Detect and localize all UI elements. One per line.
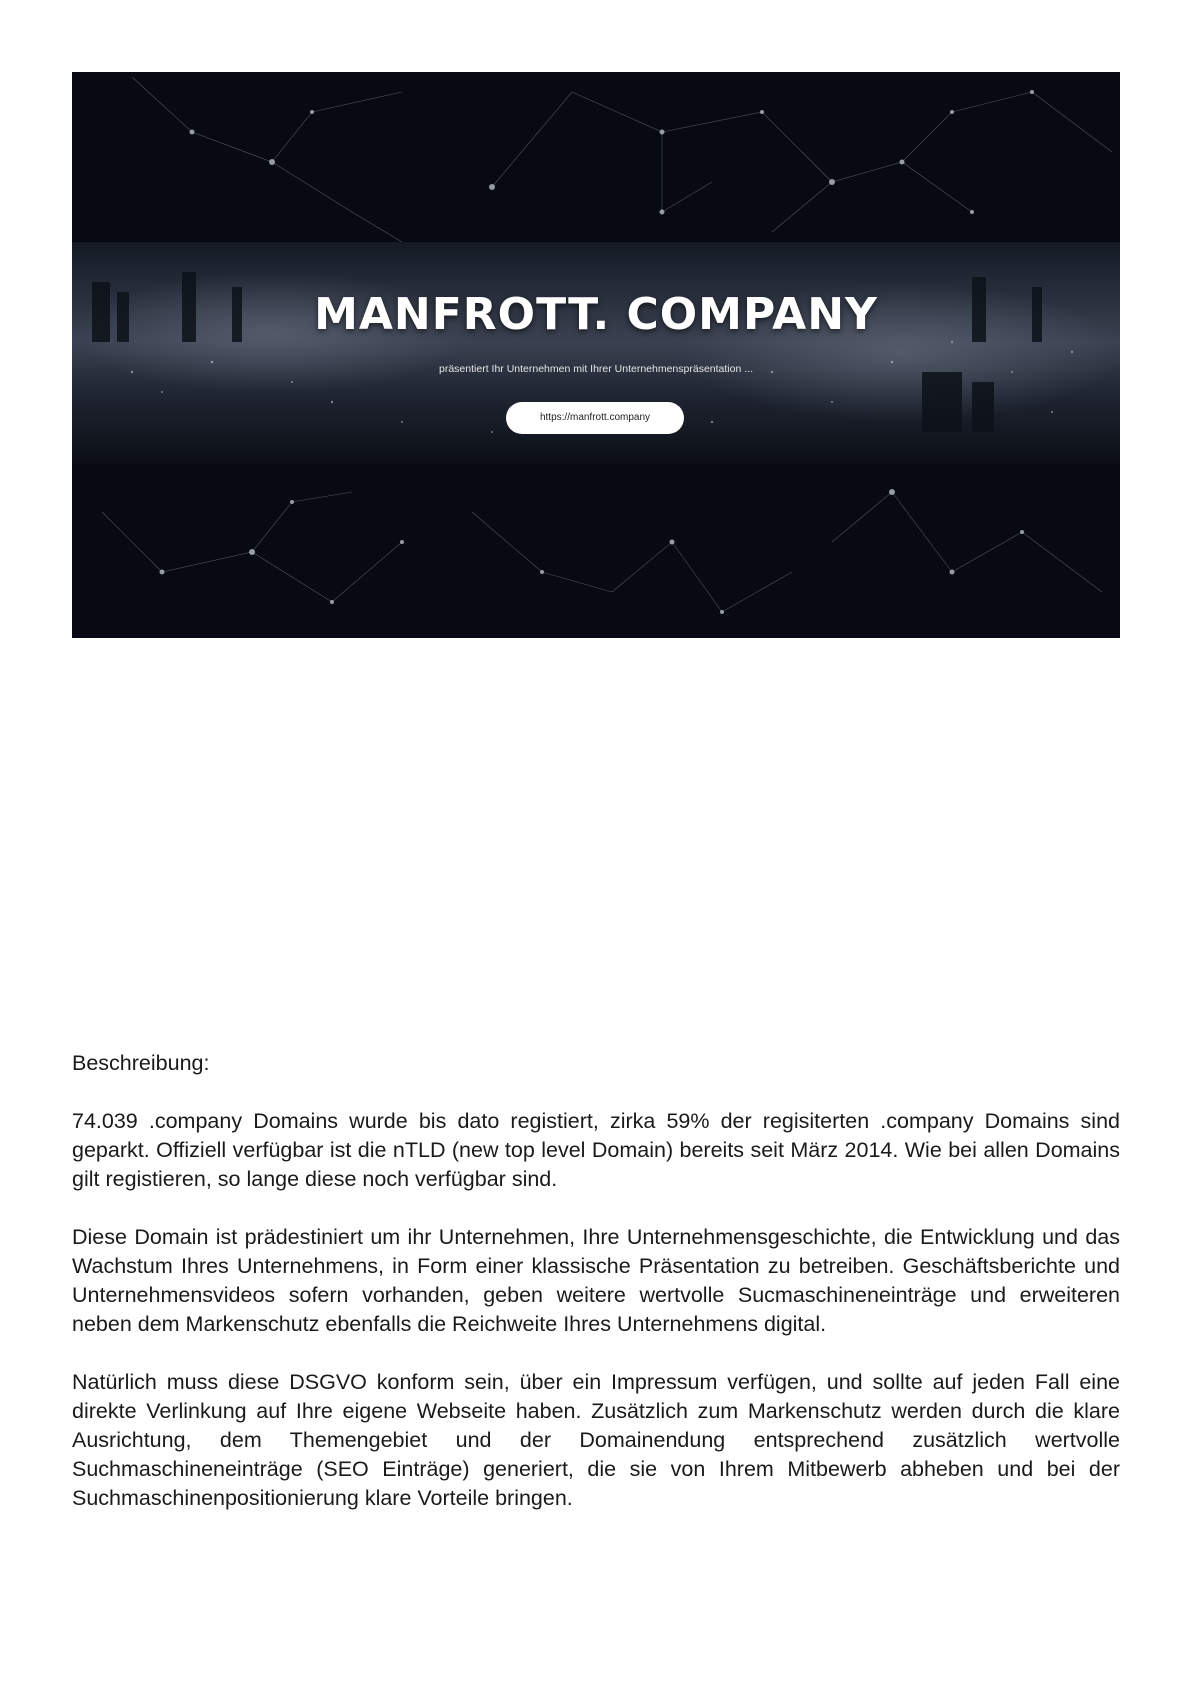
description-paragraph-1: 74.039 .company Domains wurde bis dato registiert, zirka 59% der regisiterten .company Domains sind geparkt. Offiziell verfügbar ist die nTLD (new top level Domain) bereits seit März 2014. Wie bei allen Domains gilt registieren, so lange diese noch verfügbar sind. [72,1109,1120,1191]
hero-subtitle: präsentiert Ihr Unternehmen mit Ihrer Unternehmenspräsentation ... [439,363,753,375]
description-section [72,1049,1120,1542]
hero-banner [72,72,1120,638]
website-link-button[interactable]: https://manfrott.company [506,402,684,434]
description-paragraph-3: Natürlich muss diese DSGVO konform sein, über ein Impressum verfügen, und sollte auf jeden Fall eine direkte Verlinkung auf Ihre eigene Webseite haben. Zusätzlich zum Markenschutz werden durch die klare Ausrichtung, dem Themengebiet und der Domainendung entsprechend zusätzlich wertvolle Suchmaschineneinträge (SEO Einträge) generiert, die sie von Ihrem Mitbewerb abheben und bei der Suchmaschinenpositionierung klare Vorteile bringen. [72,1370,1120,1510]
description-heading: Beschreibung: [72,1051,210,1075]
description-paragraph-2: Diese Domain ist prädestiniert um ihr Unternehmen, Ihre Unternehmensgeschichte, die Entwicklung und das Wachstum Ihres Unternehmens, in Form einer klassische Präsentation zu betreiben. Geschäftsberichte und Unternehmensvideos sofern vorhanden, geben weitere wertvolle Sucmaschineneinträge und erweiteren neben dem Markenschutz ebenfalls die Reichweite Ihres Unternehmens digital. [72,1225,1120,1336]
hero-title: MANFROTT. COMPANY [314,289,878,340]
network-city-background [72,72,1120,638]
